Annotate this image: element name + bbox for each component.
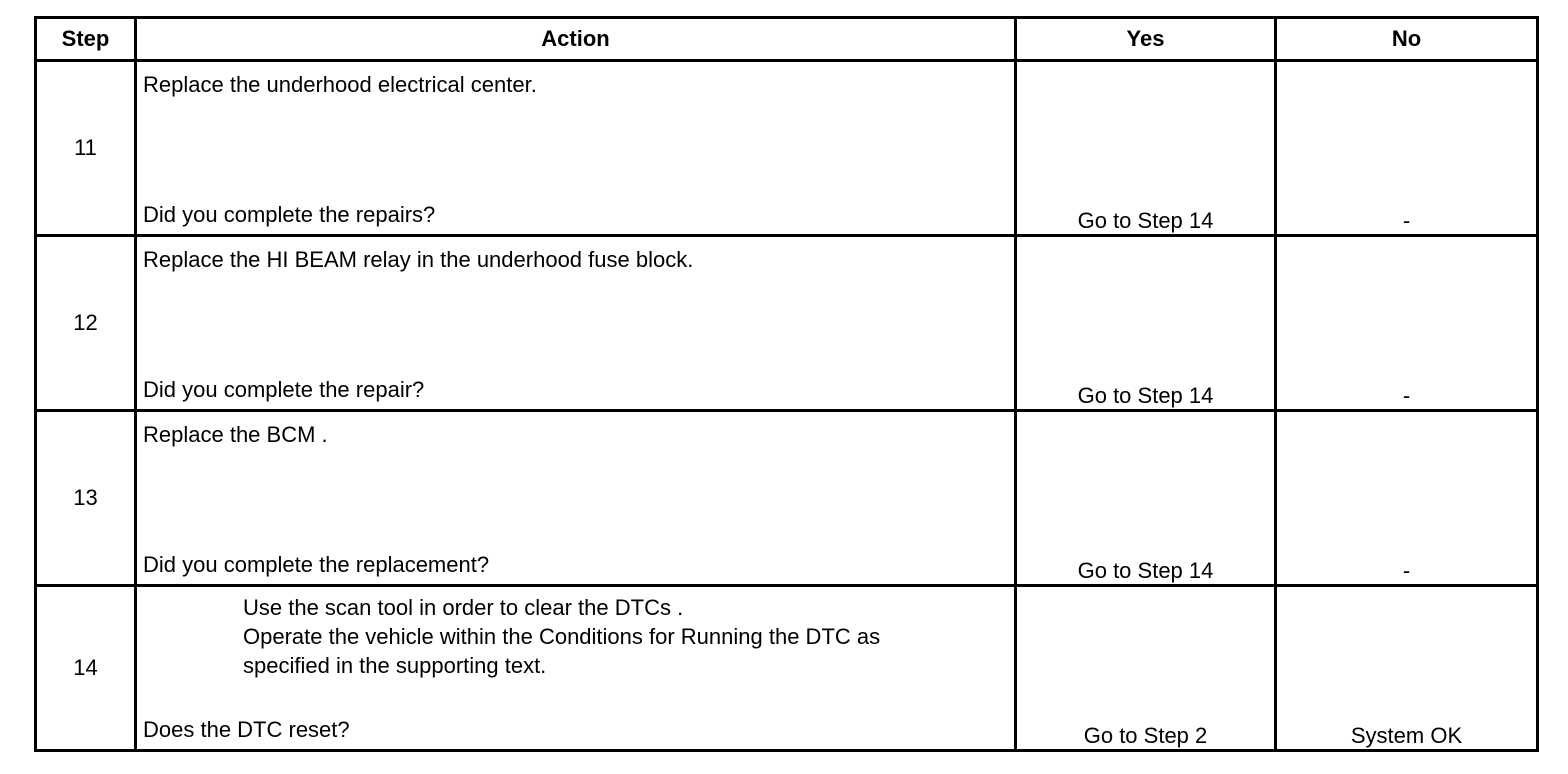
- yes-result: Go to Step 14: [1016, 411, 1276, 586]
- action-cell: [136, 586, 1016, 751]
- step-number: 11: [36, 61, 136, 236]
- yes-result: Go to Step 2: [1016, 586, 1276, 751]
- action-cell: [136, 236, 1016, 411]
- action-cell: [136, 411, 1016, 586]
- header-no: No: [1276, 18, 1538, 61]
- action-cell: [136, 61, 1016, 236]
- action-line: Replace the underhood electrical center.: [143, 72, 537, 97]
- no-result: -: [1276, 236, 1538, 411]
- action-question: Does the DTC reset?: [143, 717, 350, 742]
- action-line: Replace the BCM .: [143, 422, 328, 447]
- action-line: Replace the HI BEAM relay in the underhood fuse block.: [143, 247, 694, 272]
- action-line: specified in the supporting text.: [243, 653, 547, 678]
- action-question: Did you complete the replacement?: [143, 552, 490, 577]
- table-row: [36, 411, 1538, 586]
- action-line: Operate the vehicle within the Conditions for Running the DTC as: [243, 624, 881, 649]
- no-result: -: [1276, 411, 1538, 586]
- action-question: Did you complete the repair?: [143, 377, 425, 402]
- header-step: Step: [36, 18, 136, 61]
- yes-result: Go to Step 14: [1016, 236, 1276, 411]
- header-row: [36, 18, 1538, 61]
- table-row: [36, 61, 1538, 236]
- step-number: 12: [36, 236, 136, 411]
- no-result: System OK: [1276, 586, 1538, 751]
- header-yes: Yes: [1016, 18, 1276, 61]
- action-line: Use the scan tool in order to clear the DTCs .: [243, 595, 684, 620]
- yes-result: Go to Step 14: [1016, 61, 1276, 236]
- step-number: 13: [36, 411, 136, 586]
- table-row: [36, 236, 1538, 411]
- action-question: Did you complete the repairs?: [143, 202, 436, 227]
- no-result: -: [1276, 61, 1538, 236]
- step-number: 14: [36, 586, 136, 751]
- header-action: Action: [136, 18, 1016, 61]
- diagnostic-table: [34, 16, 1539, 752]
- table-row: [36, 586, 1538, 751]
